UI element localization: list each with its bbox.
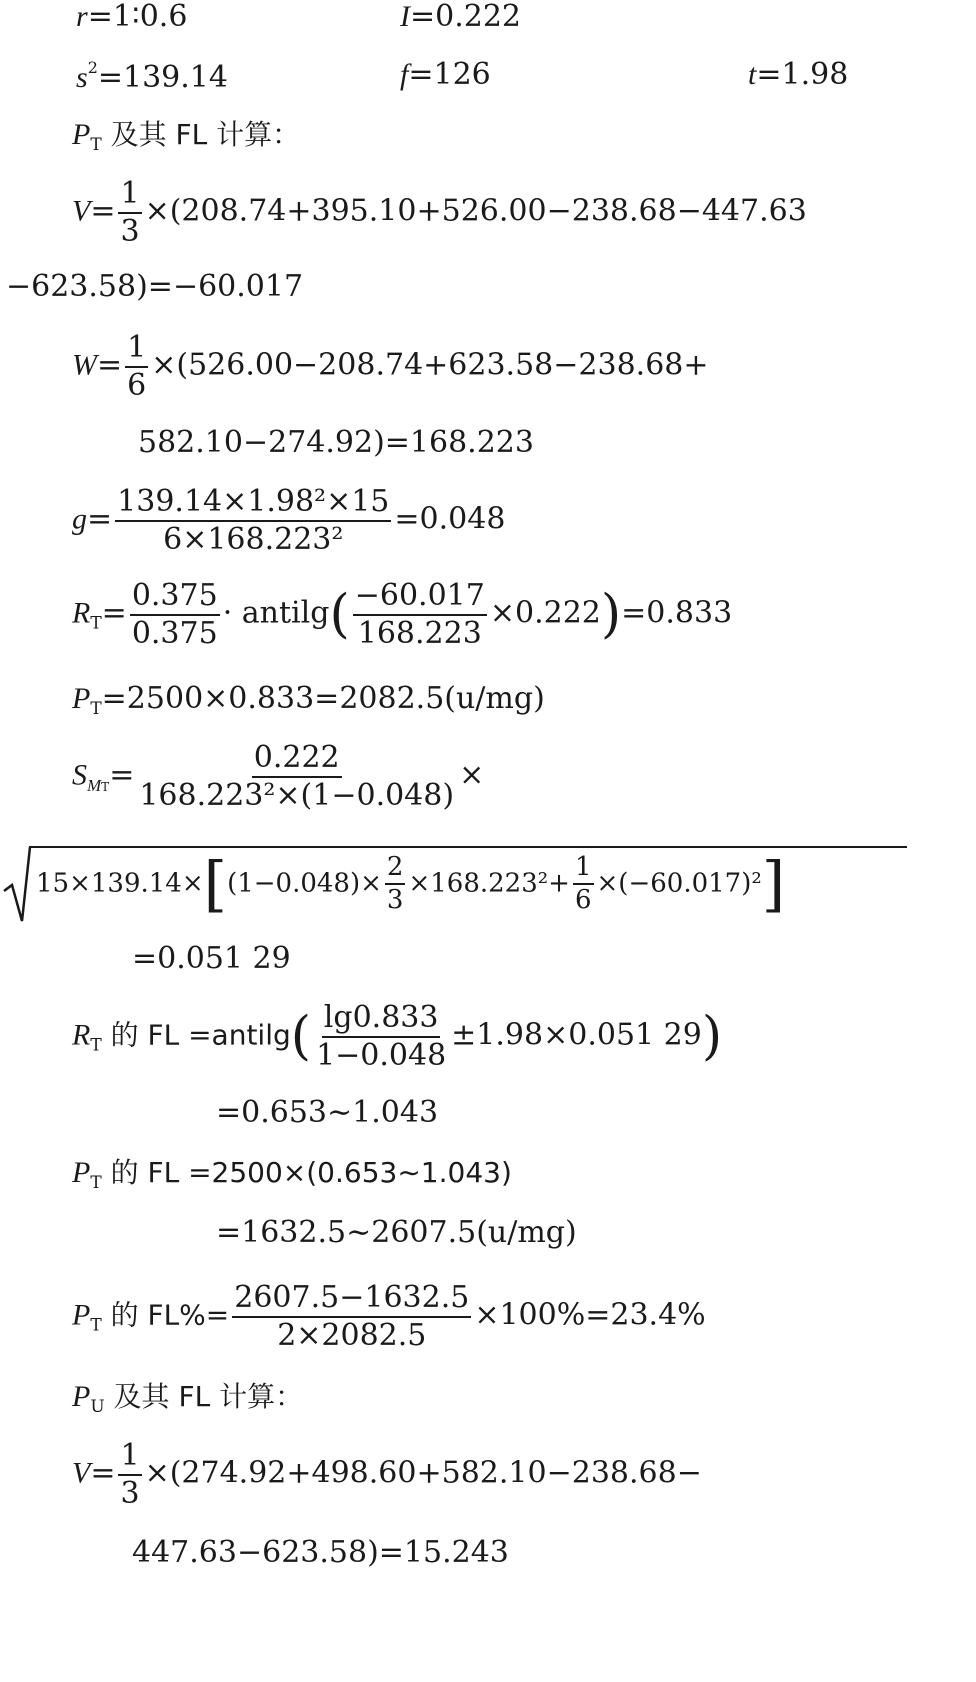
r-ratio: r=1∶0.6 xyxy=(76,0,188,34)
g-fraction: $\frac{\text{139.14×1.98²×15}}{\text{6×168.223²}}$ xyxy=(117,484,390,557)
pt-value: $P_T=2500\times 0.833=2082.5(u/mg)$ xyxy=(72,681,545,719)
rt-fraction-2: $\frac{-60.017}{168.223}$ xyxy=(354,578,485,651)
t-value: t=1.98 xyxy=(748,57,849,92)
pu-v-formula: V= $\frac{1}{3}$ ×(274.92+498.60+582.10−238.68− xyxy=(72,1438,702,1511)
rt-fl-result: =0.653∼1.043 xyxy=(216,1095,439,1130)
smt-fraction: $\frac{0.222}{\text{168.223²×(1−0.048)}}$ xyxy=(139,740,455,813)
sqrt-fraction-2: $\frac{1}{6}$ xyxy=(574,852,592,916)
pt-fl-formula: $P_T$ 的 FL =2500×(0.653∼1.043) xyxy=(72,1156,512,1193)
variance-s2: $s^2=139.14$ xyxy=(76,58,228,95)
rt-formula: $R_T=$ $\frac{0.375}{0.375}$ · antilg( $\frac{-60.017}{168.223}$ ×0.222)=0.833 xyxy=(72,578,733,651)
sqrt-icon xyxy=(2,845,32,925)
sqrt-expression: 15×139.14×[(1−0.048)× $\frac{2}{3}$ ×168.223²+ $\frac{1}{6}$ ×(−60.017)²] xyxy=(36,849,786,920)
pt-fl-result: =1632.5∼2607.5(u/mg) xyxy=(216,1215,577,1250)
intensity-I: I=0.222 xyxy=(400,0,522,34)
pt-heading: $P_T$ 及其 FL 计算： xyxy=(72,118,301,155)
sqrt-fraction-1: $\frac{2}{3}$ xyxy=(386,852,404,916)
sqrt-overbar xyxy=(29,846,907,848)
w-formula: W= $\frac{1}{6}$ ×(526.00−208.74+623.58−238.68+ xyxy=(72,330,709,403)
pu-heading: $P_U$ 及其 FL 计算： xyxy=(72,1380,304,1417)
v-result: −623.58)=−60.017 xyxy=(6,269,304,304)
rt-fl-fraction: $\frac{\lg 0.833}{1-0.048}$ xyxy=(316,1000,447,1073)
pt-fl-percent-fraction: $\frac{2607.5-1632.5}{2\times 2082.5}$ xyxy=(234,1280,470,1353)
pu-v-fraction: $\frac{1}{3}$ xyxy=(120,1438,140,1511)
v-formula: V= $\frac{1}{3}$ ×(208.74+395.10+526.00−238.68−447.63 xyxy=(72,176,807,249)
w-fraction: $\frac{1}{6}$ xyxy=(127,330,147,403)
pt-fl-percent: $P_T$ 的 FL%= $\frac{2607.5-1632.5}{2\times 2082.5}$ ×100%=23.4% xyxy=(72,1280,706,1353)
rt-fraction-1: $\frac{0.375}{0.375}$ xyxy=(131,578,218,651)
rt-fl-formula: $R_T$ 的 FL =antilg( $\frac{\lg 0.833}{1-0.048}$ ±1.98×0.051 29) xyxy=(72,1000,723,1073)
v-fraction: $\frac{1}{3}$ xyxy=(120,176,140,249)
pu-v-result: 447.63−623.58)=15.243 xyxy=(132,1535,509,1570)
w-result: 582.10−274.92)=168.223 xyxy=(138,425,534,460)
g-formula: g= $\frac{\text{139.14×1.98²×15}}{\text{6×168.223²}}$ =0.048 xyxy=(72,484,506,557)
smt-result: =0.051 29 xyxy=(132,941,291,976)
smt-formula: $S_{MT}=$ $\frac{0.222}{\text{168.223²×(1−0.048)}}$ × xyxy=(72,740,485,813)
degrees-of-freedom: f=126 xyxy=(400,57,491,92)
